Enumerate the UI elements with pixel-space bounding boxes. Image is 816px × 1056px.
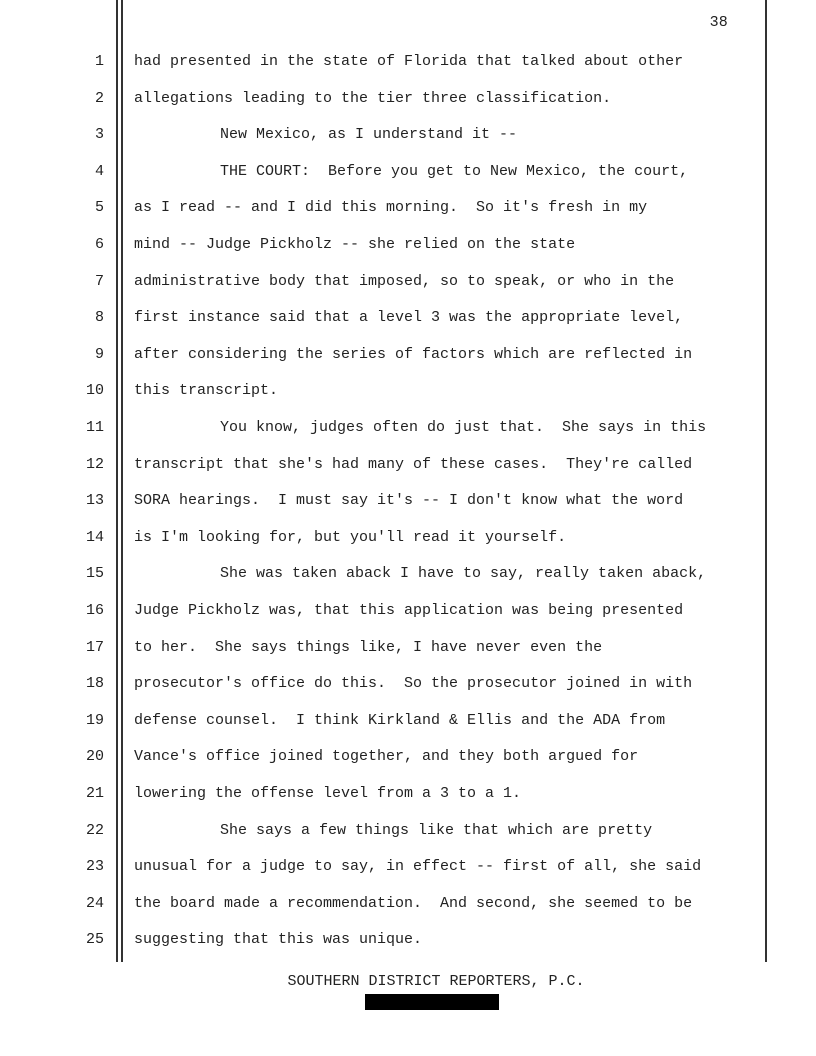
line-number: 4 — [94, 162, 104, 180]
line-number: 8 — [94, 309, 104, 327]
transcript-line — [0, 556, 816, 593]
line-number: 20 — [85, 748, 104, 766]
transcript-line — [0, 373, 816, 410]
transcript-line — [0, 264, 816, 301]
line-number: 6 — [94, 236, 104, 253]
transcript-line — [0, 593, 816, 630]
line-text: this transcript. — [134, 382, 279, 400]
line-number: 21 — [85, 785, 104, 802]
transcript-line — [0, 739, 816, 776]
line-number: 1 — [94, 53, 104, 70]
line-text: prosecutor's office do this. So the prosecutor joined in with — [134, 675, 693, 693]
transcript-line — [0, 666, 816, 703]
transcript-line — [0, 483, 816, 520]
line-text: had presented in the state of Florida that talked about other — [134, 53, 684, 70]
line-text: She says a few things like that which are pretty — [220, 821, 653, 839]
transcript-line — [0, 190, 816, 227]
line-text: after considering the series of factors which are reflected in — [134, 345, 693, 363]
line-number: 10 — [85, 382, 104, 400]
line-number: 9 — [94, 345, 104, 363]
line-number: 19 — [85, 711, 104, 729]
line-text: allegations leading to the tier three classification. — [134, 89, 612, 107]
transcript-line — [0, 447, 816, 484]
transcript-line — [0, 630, 816, 667]
line-number: 14 — [85, 528, 104, 546]
transcript-line — [0, 81, 816, 118]
line-text: to her. She says things like, I have never even the — [134, 638, 603, 656]
transcript-line — [0, 300, 816, 337]
transcript-line — [0, 922, 816, 959]
line-text: as I read -- and I did this morning. So it's fresh in my — [134, 199, 648, 217]
line-text: administrative body that imposed, so to speak, or who in the — [134, 272, 675, 290]
line-text: transcript that she's had many of these cases. They're called — [134, 455, 693, 473]
line-number: 5 — [94, 199, 104, 217]
line-number: 12 — [85, 455, 104, 473]
line-text: first instance said that a level 3 was the appropriate level, — [134, 309, 684, 327]
line-text: Judge Pickholz was, that this application was being presented — [134, 602, 684, 619]
transcript-line — [0, 886, 816, 923]
redaction-bar — [365, 994, 499, 1010]
line-number: 7 — [94, 272, 104, 290]
line-text: is I'm looking for, but you'll read it yourself. — [134, 528, 567, 546]
transcript-line — [0, 154, 816, 191]
line-number: 16 — [85, 602, 104, 619]
transcript-line — [0, 117, 816, 154]
line-text: You know, judges often do just that. She says in this — [220, 419, 707, 436]
line-text: suggesting that this was unique. — [134, 931, 423, 949]
line-text: defense counsel. I think Kirkland & Ellis and the ADA from — [134, 711, 666, 729]
page-number: 38 — [709, 14, 728, 31]
line-number: 23 — [85, 858, 104, 876]
line-text: SORA hearings. I must say it's -- I don't know what the word — [134, 492, 684, 510]
transcript-line — [0, 337, 816, 374]
transcript-line — [0, 776, 816, 813]
line-text: unusual for a judge to say, in effect -- first of all, she said — [134, 858, 702, 876]
line-text: THE COURT: Before you get to New Mexico, the court, — [220, 162, 689, 180]
line-number: 18 — [85, 675, 104, 693]
line-number: 13 — [85, 492, 104, 510]
line-text: New Mexico, as I understand it -- — [220, 126, 518, 144]
line-text: the board made a recommendation. And second, she seemed to be — [134, 894, 693, 912]
line-number: 3 — [94, 126, 104, 144]
transcript-line — [0, 703, 816, 740]
line-text: Vance's office joined together, and they both argued for — [134, 748, 639, 766]
line-text: She was taken aback I have to say, really taken aback, — [220, 565, 707, 583]
line-number: 11 — [85, 419, 104, 436]
transcript-line — [0, 520, 816, 557]
transcript-line — [0, 227, 816, 264]
transcript-line — [0, 849, 816, 886]
line-number: 24 — [85, 894, 104, 912]
transcript-line — [0, 410, 816, 447]
line-text: mind -- Judge Pickholz -- she relied on the state — [134, 236, 576, 253]
line-number: 22 — [85, 821, 104, 839]
line-number: 2 — [94, 89, 104, 107]
transcript-line — [0, 813, 816, 850]
footer-reporter-name: SOUTHERN DISTRICT REPORTERS, P.C. — [287, 973, 585, 990]
line-number: 17 — [85, 638, 104, 656]
line-number: 25 — [85, 931, 104, 949]
line-number: 15 — [85, 565, 104, 583]
line-text: lowering the offense level from a 3 to a 1. — [134, 785, 522, 802]
transcript-line — [0, 44, 816, 81]
